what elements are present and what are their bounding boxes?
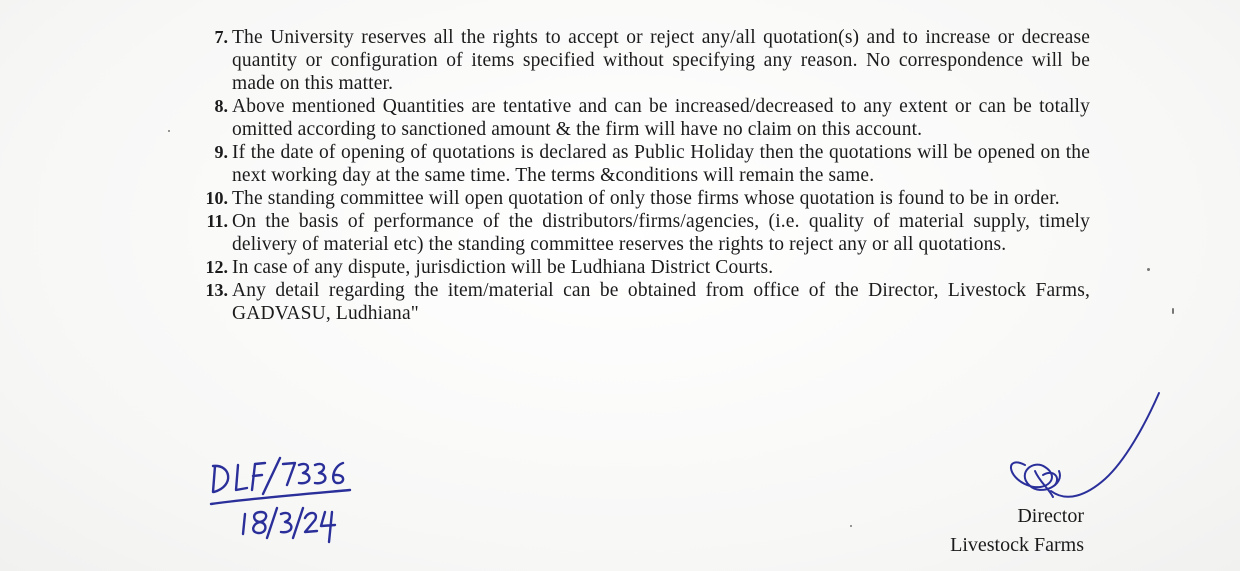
term-item: [190, 187, 1090, 210]
term-text: Above mentioned Quantities are tentative and can be increased/decreased to any extent or can be totally omitted according to sanctioned amount & the firm will have no claim on this account.: [232, 96, 1090, 140]
signatory-department: Livestock Farms: [950, 534, 1084, 556]
term-item: [190, 95, 1090, 141]
scan-speck: [1172, 308, 1174, 314]
scan-speck: [1147, 268, 1150, 271]
terms-list: [190, 26, 1090, 325]
term-number: 10.: [205, 188, 228, 208]
term-number: 11.: [206, 211, 228, 231]
term-item: [190, 210, 1090, 256]
signatory-block: [950, 502, 1084, 560]
handwritten-diary-note: [205, 452, 365, 547]
term-text: If the date of opening of quotations is declared as Public Holiday then the quotations will be opened on the next working day at the same time. The terms &conditions will remain the same.: [232, 142, 1090, 186]
term-item: [190, 141, 1090, 187]
scan-speck: [850, 525, 852, 527]
term-text: On the basis of performance of the distributors/firms/agencies, (i.e. quality of material supply, timely delivery of material etc) the standing committee reserves the rights to reject any or all quotations.: [232, 211, 1090, 255]
term-number: 12.: [205, 257, 228, 277]
scan-speck: [168, 130, 170, 132]
term-number: 9.: [214, 142, 228, 162]
director-signature: [995, 385, 1165, 510]
term-text: The University reserves all the rights to accept or reject any/all quotation(s) and to increase or decrease quantity or configuration of items specified without specifying any reason. No correspondence will be made on this matter.: [232, 27, 1090, 94]
term-text: In case of any dispute, jurisdiction will be Ludhiana District Courts.: [232, 257, 774, 278]
term-number: 8.: [214, 96, 228, 116]
term-number: 7.: [214, 27, 228, 47]
term-text: Any detail regarding the item/material can be obtained from office of the Director, Livestock Farms, GADVASU, Ludhiana": [232, 280, 1090, 324]
term-item: [190, 279, 1090, 325]
term-item: [190, 256, 1090, 279]
signatory-designation: Director: [1017, 505, 1084, 527]
term-text: The standing committee will open quotation of only those firms whose quotation is found to be in order.: [232, 188, 1060, 209]
term-item: [190, 26, 1090, 95]
term-number: 13.: [205, 280, 228, 300]
